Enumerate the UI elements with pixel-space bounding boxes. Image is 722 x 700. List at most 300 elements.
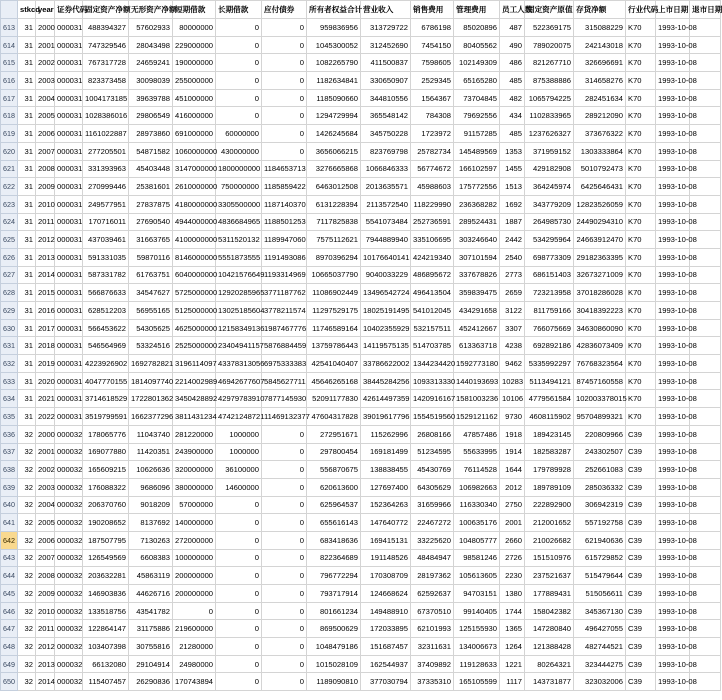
table-cell[interactable]: 1993-10-08 bbox=[656, 19, 690, 37]
table-cell[interactable]: 32 bbox=[18, 602, 36, 620]
table-cell[interactable]: 133518756 bbox=[83, 602, 129, 620]
table-cell[interactable]: 1887 bbox=[500, 213, 525, 231]
table-cell[interactable]: 1993-10-08 bbox=[656, 125, 690, 143]
table-cell[interactable]: 7944889940 bbox=[361, 231, 411, 249]
table-cell[interactable]: K70 bbox=[626, 248, 656, 266]
table-cell[interactable]: 1193314969 bbox=[262, 266, 307, 284]
table-cell[interactable]: 2020 bbox=[36, 372, 55, 390]
table-cell[interactable]: 1993-10-08 bbox=[656, 72, 690, 90]
table-cell[interactable]: 793717914 bbox=[307, 585, 361, 603]
table-cell[interactable]: 000031 bbox=[55, 54, 83, 72]
table-cell[interactable]: 99140405 bbox=[454, 602, 500, 620]
table-cell[interactable]: 2113572540 bbox=[361, 195, 411, 213]
table-cell[interactable]: 0 bbox=[216, 620, 262, 638]
table-cell[interactable]: 4100000000 bbox=[173, 231, 216, 249]
table-cell[interactable]: 1993-10-08 bbox=[656, 408, 690, 426]
table-cell[interactable]: 252736591 bbox=[411, 213, 454, 231]
table-cell[interactable]: 000031 bbox=[55, 231, 83, 249]
table-cell[interactable]: 45403448 bbox=[129, 160, 173, 178]
table-cell[interactable]: 822364689 bbox=[307, 549, 361, 567]
table-cell[interactable]: 1093313330 bbox=[411, 372, 454, 390]
column-header[interactable]: 证券代码 bbox=[55, 1, 83, 19]
table-cell[interactable]: 747329546 bbox=[83, 36, 129, 54]
table-cell[interactable]: 1993-10-08 bbox=[656, 284, 690, 302]
table-cell[interactable]: 1993-10-08 bbox=[656, 160, 690, 178]
table-cell[interactable]: 303246640 bbox=[454, 231, 500, 249]
table-cell[interactable]: 000031 bbox=[55, 72, 83, 90]
table-cell[interactable]: 138838455 bbox=[361, 461, 411, 479]
table-cell[interactable]: 2000 bbox=[36, 425, 55, 443]
table-cell[interactable]: 31 bbox=[18, 89, 36, 107]
table-cell[interactable]: 1191493086 bbox=[262, 248, 307, 266]
table-cell[interactable]: 31 bbox=[18, 355, 36, 373]
table-cell[interactable]: 1993-10-08 bbox=[656, 390, 690, 408]
table-cell[interactable]: 496427055 bbox=[574, 620, 626, 638]
table-cell[interactable]: 116330340 bbox=[454, 496, 500, 514]
table-cell[interactable]: 33786622002 bbox=[361, 355, 411, 373]
table-cell[interactable]: 2001 bbox=[36, 443, 55, 461]
table-cell[interactable]: 767317728 bbox=[83, 54, 129, 72]
table-cell[interactable]: 158042382 bbox=[525, 602, 574, 620]
table-cell[interactable]: 000031 bbox=[55, 107, 83, 125]
table-cell[interactable]: 1993-10-08 bbox=[656, 620, 690, 638]
table-cell[interactable]: 4944000000 bbox=[173, 213, 216, 231]
table-cell[interactable]: 345750228 bbox=[361, 125, 411, 143]
table-cell[interactable]: 0 bbox=[216, 585, 262, 603]
row-number[interactable]: 625 bbox=[1, 231, 18, 249]
table-cell[interactable]: 750000000 bbox=[216, 178, 262, 196]
table-cell[interactable]: 1993-10-08 bbox=[656, 567, 690, 585]
table-cell[interactable]: 1993-10-08 bbox=[656, 372, 690, 390]
table-cell[interactable]: 31175886 bbox=[129, 620, 173, 638]
table-cell[interactable]: 7598605 bbox=[411, 54, 454, 72]
table-cell[interactable]: 61763751 bbox=[129, 266, 173, 284]
table-cell[interactable]: 32 bbox=[18, 443, 36, 461]
table-cell[interactable]: 28197362 bbox=[411, 567, 454, 585]
table-cell[interactable]: 91157285 bbox=[454, 125, 500, 143]
table-cell[interactable]: 13025185604 bbox=[216, 302, 262, 320]
table-cell[interactable]: 1692782821 bbox=[129, 355, 173, 373]
table-cell[interactable]: 32 bbox=[18, 549, 36, 567]
table-cell[interactable]: 32 bbox=[18, 638, 36, 656]
table-cell[interactable]: 170308709 bbox=[361, 567, 411, 585]
table-cell[interactable]: C39 bbox=[626, 673, 656, 691]
row-number[interactable]: 638 bbox=[1, 461, 18, 479]
table-cell[interactable]: 686151403 bbox=[525, 266, 574, 284]
table-cell[interactable]: 326696691 bbox=[574, 54, 626, 72]
table-cell[interactable]: 2014 bbox=[36, 673, 55, 691]
table-cell[interactable]: K70 bbox=[626, 372, 656, 390]
table-cell[interactable]: 691000000 bbox=[173, 125, 216, 143]
table-cell[interactable]: 11086902449 bbox=[307, 284, 361, 302]
table-cell[interactable]: 1993-10-08 bbox=[656, 425, 690, 443]
table-cell[interactable]: 784308 bbox=[411, 107, 454, 125]
table-cell[interactable]: 1993-10-08 bbox=[656, 89, 690, 107]
table-cell[interactable]: 24980000 bbox=[173, 655, 216, 673]
table-cell[interactable]: 4223926902 bbox=[83, 355, 129, 373]
table-cell[interactable]: 1065794225 bbox=[525, 89, 574, 107]
table-cell[interactable]: 1004173185 bbox=[83, 89, 129, 107]
table-cell[interactable]: 0 bbox=[216, 673, 262, 691]
table-cell[interactable]: 1303333864 bbox=[574, 142, 626, 160]
table-cell[interactable]: C39 bbox=[626, 602, 656, 620]
table-cell[interactable]: 000032 bbox=[55, 478, 83, 496]
table-cell[interactable]: 1380 bbox=[500, 585, 525, 603]
table-cell[interactable]: 255000000 bbox=[173, 72, 216, 90]
table-cell[interactable]: 31 bbox=[18, 390, 36, 408]
table-cell[interactable]: 32 bbox=[18, 673, 36, 691]
table-cell[interactable]: 1554519560 bbox=[411, 408, 454, 426]
table-cell[interactable]: 11746589164 bbox=[307, 319, 361, 337]
table-cell[interactable]: 13759786443 bbox=[307, 337, 361, 355]
row-number[interactable]: 628 bbox=[1, 284, 18, 302]
table-cell[interactable]: 1993-10-08 bbox=[656, 54, 690, 72]
table-cell[interactable]: 3656066215 bbox=[307, 142, 361, 160]
table-cell[interactable]: K70 bbox=[626, 284, 656, 302]
table-cell[interactable]: 45646265168 bbox=[307, 372, 361, 390]
table-cell[interactable]: 515056611 bbox=[574, 585, 626, 603]
table-cell[interactable]: 1993-10-08 bbox=[656, 585, 690, 603]
table-cell[interactable]: 3196114097 bbox=[173, 355, 216, 373]
table-cell[interactable]: 264985730 bbox=[525, 213, 574, 231]
table-cell[interactable]: 0 bbox=[262, 125, 307, 143]
table-cell[interactable]: 32 bbox=[18, 461, 36, 479]
table-cell[interactable]: 1185859422 bbox=[262, 178, 307, 196]
table-cell[interactable]: 76768323564 bbox=[574, 355, 626, 373]
table-cell[interactable]: 18025191495 bbox=[361, 302, 411, 320]
table-cell[interactable]: 323444275 bbox=[574, 655, 626, 673]
table-cell[interactable]: 169181499 bbox=[361, 443, 411, 461]
table-cell[interactable]: 485 bbox=[500, 72, 525, 90]
table-cell[interactable]: 44626716 bbox=[129, 585, 173, 603]
table-cell[interactable]: 32 bbox=[18, 496, 36, 514]
table-cell[interactable]: 5335992297 bbox=[525, 355, 574, 373]
table-cell[interactable]: 615729852 bbox=[574, 549, 626, 567]
table-cell[interactable]: 000031 bbox=[55, 89, 83, 107]
table-cell[interactable]: 534295964 bbox=[525, 231, 574, 249]
table-cell[interactable]: 11420351 bbox=[129, 443, 173, 461]
table-cell[interactable]: 2007 bbox=[36, 549, 55, 567]
table-cell[interactable]: 522369175 bbox=[525, 19, 574, 37]
table-cell[interactable]: 000032 bbox=[55, 585, 83, 603]
table-cell[interactable]: 24490294310 bbox=[574, 213, 626, 231]
table-cell[interactable]: 1993-10-08 bbox=[656, 319, 690, 337]
table-cell[interactable]: 0 bbox=[262, 72, 307, 90]
table-cell[interactable]: 43541782 bbox=[129, 602, 173, 620]
table-cell[interactable]: 546564969 bbox=[83, 337, 129, 355]
table-cell[interactable]: 31 bbox=[18, 213, 36, 231]
table-cell[interactable]: 103407398 bbox=[83, 638, 129, 656]
table-cell[interactable]: 000031 bbox=[55, 372, 83, 390]
table-cell[interactable]: 5125000000 bbox=[173, 302, 216, 320]
table-cell[interactable]: 0 bbox=[262, 461, 307, 479]
row-number[interactable]: 632 bbox=[1, 355, 18, 373]
table-cell[interactable]: 32673271009 bbox=[574, 266, 626, 284]
table-cell[interactable]: 486 bbox=[500, 54, 525, 72]
table-cell[interactable]: 0 bbox=[262, 638, 307, 656]
table-cell[interactable]: 486895672 bbox=[411, 266, 454, 284]
table-cell[interactable]: 000031 bbox=[55, 248, 83, 266]
table-cell[interactable]: 297800454 bbox=[307, 443, 361, 461]
table-cell[interactable]: 490 bbox=[500, 36, 525, 54]
table-cell[interactable]: 9686096 bbox=[129, 478, 173, 496]
table-cell[interactable]: 000032 bbox=[55, 443, 83, 461]
table-cell[interactable]: 591331035 bbox=[83, 248, 129, 266]
table-cell[interactable]: 2013 bbox=[36, 248, 55, 266]
table-cell[interactable]: 237521637 bbox=[525, 567, 574, 585]
table-cell[interactable]: 434 bbox=[500, 107, 525, 125]
column-header[interactable]: 固定资产原值 bbox=[525, 1, 574, 19]
row-number[interactable]: 622 bbox=[1, 178, 18, 196]
table-cell[interactable]: 31 bbox=[18, 125, 36, 143]
table-cell[interactable]: 30755816 bbox=[129, 638, 173, 656]
table-cell[interactable]: 613363718 bbox=[454, 337, 500, 355]
table-cell[interactable]: 359839475 bbox=[454, 284, 500, 302]
table-cell[interactable]: 32 bbox=[18, 514, 36, 532]
table-cell[interactable]: 37335310 bbox=[411, 673, 454, 691]
table-cell[interactable]: 189789109 bbox=[525, 478, 574, 496]
table-cell[interactable]: 869500629 bbox=[307, 620, 361, 638]
table-cell[interactable]: 2001 bbox=[500, 514, 525, 532]
table-cell[interactable]: 1184653713 bbox=[262, 160, 307, 178]
table-cell[interactable]: 2012 bbox=[500, 478, 525, 496]
table-cell[interactable]: 100635176 bbox=[454, 514, 500, 532]
table-cell[interactable]: 11043740 bbox=[129, 425, 173, 443]
table-cell[interactable]: 67370510 bbox=[411, 602, 454, 620]
table-cell[interactable]: K70 bbox=[626, 195, 656, 213]
table-cell[interactable]: 12920285965 bbox=[216, 284, 262, 302]
table-cell[interactable]: 32 bbox=[18, 585, 36, 603]
table-cell[interactable]: 13496542724 bbox=[361, 284, 411, 302]
column-header[interactable]: 固定资产净额 bbox=[83, 1, 129, 19]
table-cell[interactable]: 149488910 bbox=[361, 602, 411, 620]
table-cell[interactable]: 56774672 bbox=[411, 160, 454, 178]
table-cell[interactable]: K70 bbox=[626, 302, 656, 320]
table-cell[interactable]: 64305629 bbox=[411, 478, 454, 496]
row-number[interactable]: 630 bbox=[1, 319, 18, 337]
table-cell[interactable]: 1993-10-08 bbox=[656, 231, 690, 249]
table-cell[interactable]: 789020075 bbox=[525, 36, 574, 54]
table-cell[interactable]: 0 bbox=[216, 549, 262, 567]
table-cell[interactable]: 0 bbox=[216, 567, 262, 585]
table-cell[interactable]: 0 bbox=[216, 496, 262, 514]
table-cell[interactable]: 2005 bbox=[36, 514, 55, 532]
table-cell[interactable]: 1993-10-08 bbox=[656, 195, 690, 213]
table-cell[interactable]: 31 bbox=[18, 337, 36, 355]
table-cell[interactable]: 59870116 bbox=[129, 248, 173, 266]
table-cell[interactable]: 430000000 bbox=[216, 142, 262, 160]
table-cell[interactable]: 496413504 bbox=[411, 284, 454, 302]
row-number[interactable]: 648 bbox=[1, 638, 18, 656]
table-cell[interactable]: 1993-10-08 bbox=[656, 248, 690, 266]
table-cell[interactable]: 170716011 bbox=[83, 213, 129, 231]
table-cell[interactable]: C39 bbox=[626, 443, 656, 461]
table-cell[interactable]: 434291658 bbox=[454, 302, 500, 320]
table-cell[interactable]: 3307 bbox=[500, 319, 525, 337]
table-cell[interactable]: 1117 bbox=[500, 673, 525, 691]
table-cell[interactable]: K70 bbox=[626, 390, 656, 408]
table-cell[interactable]: 655616143 bbox=[307, 514, 361, 532]
table-cell[interactable]: 0 bbox=[262, 478, 307, 496]
table-cell[interactable]: 31 bbox=[18, 19, 36, 37]
table-cell[interactable]: 2011 bbox=[36, 213, 55, 231]
table-cell[interactable]: 2230 bbox=[500, 567, 525, 585]
table-cell[interactable]: 6975333383 bbox=[262, 355, 307, 373]
table-cell[interactable]: 000031 bbox=[55, 408, 83, 426]
table-cell[interactable]: 380000000 bbox=[173, 478, 216, 496]
table-cell[interactable]: 312452690 bbox=[361, 36, 411, 54]
table-cell[interactable]: 2004 bbox=[36, 89, 55, 107]
table-cell[interactable]: 000032 bbox=[55, 461, 83, 479]
table-cell[interactable]: 344810556 bbox=[361, 89, 411, 107]
table-cell[interactable]: 1914 bbox=[500, 443, 525, 461]
table-cell[interactable]: K70 bbox=[626, 355, 656, 373]
table-cell[interactable]: 4625000000 bbox=[173, 319, 216, 337]
table-cell[interactable]: 377030794 bbox=[361, 673, 411, 691]
table-cell[interactable]: 000031 bbox=[55, 355, 83, 373]
table-cell[interactable]: 541012045 bbox=[411, 302, 454, 320]
table-cell[interactable]: 56955165 bbox=[129, 302, 173, 320]
table-cell[interactable]: 175772556 bbox=[454, 178, 500, 196]
table-cell[interactable]: K70 bbox=[626, 231, 656, 249]
table-cell[interactable]: K70 bbox=[626, 107, 656, 125]
table-cell[interactable]: 42979783910 bbox=[216, 390, 262, 408]
table-cell[interactable]: 47604317828 bbox=[307, 408, 361, 426]
table-cell[interactable]: 2001 bbox=[36, 36, 55, 54]
table-cell[interactable]: 10421576649 bbox=[216, 266, 262, 284]
table-cell[interactable]: 10283 bbox=[500, 372, 525, 390]
table-cell[interactable]: 625964537 bbox=[307, 496, 361, 514]
table-cell[interactable]: 200000000 bbox=[173, 585, 216, 603]
table-cell[interactable]: 32 bbox=[18, 620, 36, 638]
row-number[interactable]: 623 bbox=[1, 195, 18, 213]
table-cell[interactable]: 29806549 bbox=[129, 107, 173, 125]
table-cell[interactable]: 6040000000 bbox=[173, 266, 216, 284]
table-cell[interactable]: 9462 bbox=[500, 355, 525, 373]
table-cell[interactable]: 1182634841 bbox=[307, 72, 361, 90]
table-cell[interactable]: 0 bbox=[262, 107, 307, 125]
table-cell[interactable]: 1744 bbox=[500, 602, 525, 620]
table-cell[interactable]: 323032006 bbox=[574, 673, 626, 691]
table-cell[interactable]: 0 bbox=[216, 89, 262, 107]
row-number[interactable]: 634 bbox=[1, 390, 18, 408]
table-cell[interactable]: 222892900 bbox=[525, 496, 574, 514]
table-cell[interactable]: 190000000 bbox=[173, 54, 216, 72]
table-cell[interactable]: 2010 bbox=[36, 195, 55, 213]
table-cell[interactable]: 313729722 bbox=[361, 19, 411, 37]
table-cell[interactable]: 3276665868 bbox=[307, 160, 361, 178]
table-cell[interactable]: 8970396294 bbox=[307, 248, 361, 266]
table-cell[interactable]: 1529121162 bbox=[454, 408, 500, 426]
table-cell[interactable]: 31 bbox=[18, 372, 36, 390]
table-cell[interactable]: 000032 bbox=[55, 549, 83, 567]
table-cell[interactable]: 0 bbox=[216, 19, 262, 37]
table-cell[interactable]: 1000000 bbox=[216, 425, 262, 443]
table-cell[interactable]: 1993-10-08 bbox=[656, 107, 690, 125]
table-cell[interactable]: 95704899321 bbox=[574, 408, 626, 426]
table-cell[interactable]: 31 bbox=[18, 195, 36, 213]
table-cell[interactable]: 1993-10-08 bbox=[656, 673, 690, 691]
table-cell[interactable]: 587331782 bbox=[83, 266, 129, 284]
table-cell[interactable]: 0 bbox=[216, 655, 262, 673]
table-cell[interactable]: 2008 bbox=[36, 160, 55, 178]
table-cell[interactable]: 165609215 bbox=[83, 461, 129, 479]
table-cell[interactable]: 1294729994 bbox=[307, 107, 361, 125]
table-cell[interactable]: 3771187762 bbox=[262, 284, 307, 302]
table-cell[interactable]: 1993-10-08 bbox=[656, 531, 690, 549]
table-cell[interactable]: 203632281 bbox=[83, 567, 129, 585]
table-cell[interactable]: 12823526059 bbox=[574, 195, 626, 213]
table-cell[interactable]: C39 bbox=[626, 585, 656, 603]
table-cell[interactable]: C39 bbox=[626, 567, 656, 585]
table-cell[interactable]: 416000000 bbox=[173, 107, 216, 125]
table-cell[interactable]: 100000000 bbox=[173, 549, 216, 567]
table-cell[interactable]: 2659 bbox=[500, 284, 525, 302]
table-cell[interactable]: 000032 bbox=[55, 496, 83, 514]
table-cell[interactable]: 243900000 bbox=[173, 443, 216, 461]
table-cell[interactable]: 52091177830 bbox=[307, 390, 361, 408]
table-cell[interactable]: 0 bbox=[262, 89, 307, 107]
table-cell[interactable]: C39 bbox=[626, 620, 656, 638]
table-cell[interactable]: 0 bbox=[216, 107, 262, 125]
table-cell[interactable]: 1185090660 bbox=[307, 89, 361, 107]
table-cell[interactable]: K70 bbox=[626, 19, 656, 37]
table-cell[interactable]: 000031 bbox=[55, 142, 83, 160]
table-cell[interactable]: 000032 bbox=[55, 567, 83, 585]
table-cell[interactable]: 5876884459 bbox=[262, 337, 307, 355]
table-cell[interactable]: K70 bbox=[626, 54, 656, 72]
table-cell[interactable]: 335106695 bbox=[411, 231, 454, 249]
table-cell[interactable]: 1365 bbox=[500, 620, 525, 638]
table-cell[interactable]: 165105599 bbox=[454, 673, 500, 691]
table-cell[interactable]: 1987467776 bbox=[262, 319, 307, 337]
row-number[interactable]: 649 bbox=[1, 655, 18, 673]
table-cell[interactable]: 270999446 bbox=[83, 178, 129, 196]
table-cell[interactable]: 57602933 bbox=[129, 19, 173, 37]
table-cell[interactable]: 5311520132 bbox=[216, 231, 262, 249]
table-cell[interactable]: 4779561584 bbox=[525, 390, 574, 408]
table-cell[interactable]: 3778211574 bbox=[262, 302, 307, 320]
row-number[interactable]: 627 bbox=[1, 266, 18, 284]
table-cell[interactable]: 000032 bbox=[55, 673, 83, 691]
table-cell[interactable]: 22467272 bbox=[411, 514, 454, 532]
table-cell[interactable]: 437039461 bbox=[83, 231, 129, 249]
table-cell[interactable]: K70 bbox=[626, 408, 656, 426]
table-cell[interactable]: 151510976 bbox=[525, 549, 574, 567]
table-cell[interactable]: 0 bbox=[262, 54, 307, 72]
table-cell[interactable]: 145489569 bbox=[454, 142, 500, 160]
table-cell[interactable]: 236368282 bbox=[454, 195, 500, 213]
table-cell[interactable]: 36100000 bbox=[216, 461, 262, 479]
row-number[interactable]: 613 bbox=[1, 19, 18, 37]
row-number[interactable]: 650 bbox=[1, 673, 18, 691]
table-cell[interactable]: 27837875 bbox=[129, 195, 173, 213]
table-cell[interactable]: 6786198 bbox=[411, 19, 454, 37]
table-cell[interactable]: 0 bbox=[216, 531, 262, 549]
table-cell[interactable]: 0 bbox=[262, 602, 307, 620]
table-cell[interactable]: 692892186 bbox=[525, 337, 574, 355]
table-cell[interactable]: 31 bbox=[18, 319, 36, 337]
table-cell[interactable]: 31659966 bbox=[411, 496, 454, 514]
table-cell[interactable]: 39019617796 bbox=[361, 408, 411, 426]
table-cell[interactable]: C39 bbox=[626, 514, 656, 532]
table-cell[interactable]: 31 bbox=[18, 302, 36, 320]
table-cell[interactable]: 2018 bbox=[36, 337, 55, 355]
table-cell[interactable]: 1237626327 bbox=[525, 125, 574, 143]
table-cell[interactable]: 210026682 bbox=[525, 531, 574, 549]
table-cell[interactable]: 364245974 bbox=[525, 178, 574, 196]
table-cell[interactable]: 337678826 bbox=[454, 266, 500, 284]
